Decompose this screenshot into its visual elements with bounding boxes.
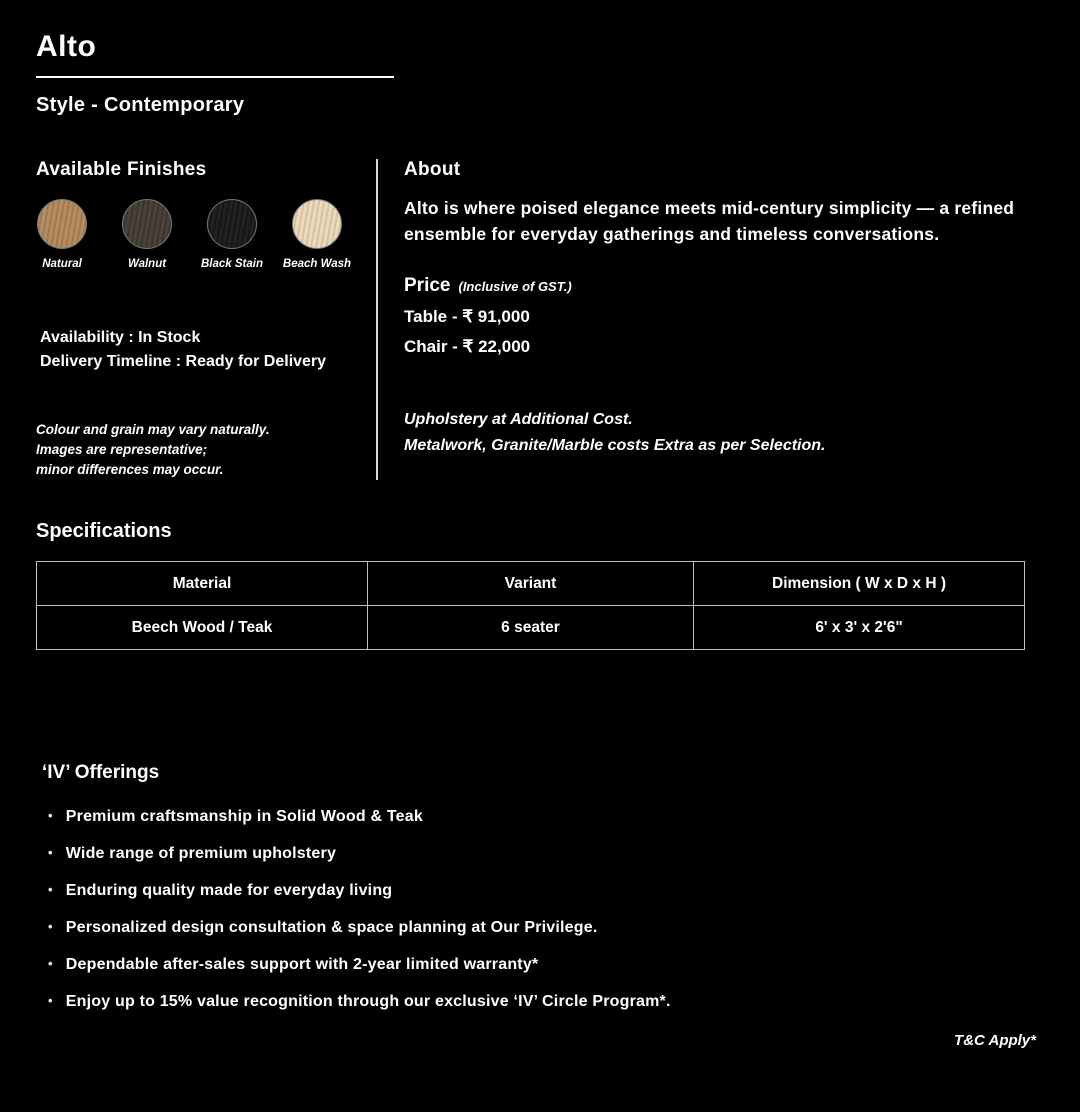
offering-item: • Premium craftsmanship in Solid Wood & Teak	[48, 808, 1036, 826]
price-heading-row	[404, 275, 1036, 297]
offering-item: • Enduring quality made for everyday living	[48, 882, 1036, 900]
spec-data-row	[37, 606, 1025, 650]
disclaimer-line-2: Images are representative;	[36, 442, 208, 457]
finish-swatches	[36, 199, 376, 270]
spec-material-value: Beech Wood / Teak	[37, 606, 368, 650]
offerings-heading: ‘IV’ Offerings	[42, 762, 160, 783]
black-stain-swatch-label: Black Stain	[201, 258, 263, 270]
offerings-list	[42, 808, 1036, 1011]
delivery-line: Delivery Timeline : Ready for Delivery	[40, 353, 327, 370]
black-stain-swatch-circle	[207, 199, 257, 249]
walnut-swatch-label: Walnut	[127, 258, 167, 270]
finish-swatch-walnut	[121, 199, 173, 270]
info-columns	[36, 159, 1036, 480]
title-underline	[36, 76, 394, 78]
upholstery-note: Upholstery at Additional Cost.	[404, 411, 633, 428]
page-title: Alto	[36, 30, 97, 63]
about-column	[378, 159, 1036, 480]
about-description: Alto is where poised elegance meets mid-century simplicity — a refined ensemble for everyday gatherings and timeless conversations.	[404, 198, 1015, 244]
specifications-section	[36, 520, 1036, 650]
style-subtitle: Style - Contemporary	[36, 94, 245, 116]
finish-swatch-natural	[36, 199, 88, 270]
finish-swatch-black-stain	[201, 199, 263, 270]
finishes-heading: Available Finishes	[36, 159, 207, 180]
natural-swatch-label: Natural	[42, 258, 82, 270]
chair-price: Chair - ₹ 22,000	[404, 337, 531, 356]
disclaimer-line-3: minor differences may occur.	[36, 462, 224, 477]
offering-item: • Enjoy up to 15% value recognition through our exclusive ‘IV’ Circle Program*.	[48, 993, 1036, 1011]
offering-item: • Dependable after-sales support with 2-year limited warranty*	[48, 956, 1036, 974]
availability-line: Availability : In Stock	[40, 329, 201, 346]
spec-variant-value: 6 seater	[367, 606, 693, 650]
beach-wash-swatch-circle	[292, 199, 342, 249]
spec-col-variant: Variant	[367, 562, 693, 606]
offering-item: • Wide range of premium upholstery	[48, 845, 1036, 863]
specifications-heading: Specifications	[36, 520, 172, 542]
additional-cost-notes	[404, 407, 1036, 459]
specifications-table	[36, 561, 1025, 650]
walnut-swatch-circle	[122, 199, 172, 249]
header	[36, 24, 1036, 117]
availability-block	[36, 326, 376, 374]
disclaimer-line-1: Colour and grain may vary naturally.	[36, 422, 270, 437]
finishes-column	[36, 159, 376, 480]
terms-note: T&C Apply*	[954, 1032, 1036, 1049]
table-price: Table - ₹ 91,000	[404, 307, 530, 326]
offering-item: • Personalized design consultation & space planning at Our Privilege.	[48, 919, 1036, 937]
natural-swatch-circle	[37, 199, 87, 249]
finish-disclaimer	[36, 420, 376, 480]
about-heading: About	[404, 159, 461, 180]
spec-dimension-value: 6' x 3' x 2'6"	[694, 606, 1025, 650]
spec-header-row	[37, 562, 1025, 606]
gst-note: (Inclusive of GST.)	[458, 279, 572, 294]
metalwork-note: Metalwork, Granite/Marble costs Extra as per Selection.	[404, 437, 826, 454]
spec-col-material: Material	[37, 562, 368, 606]
offerings-section	[36, 762, 1036, 1011]
spec-col-dimension: Dimension ( W x D x H )	[694, 562, 1025, 606]
finish-swatch-beach-wash	[282, 199, 352, 270]
beach-wash-swatch-label: Beach Wash	[282, 258, 352, 270]
price-heading: Price	[404, 275, 451, 296]
